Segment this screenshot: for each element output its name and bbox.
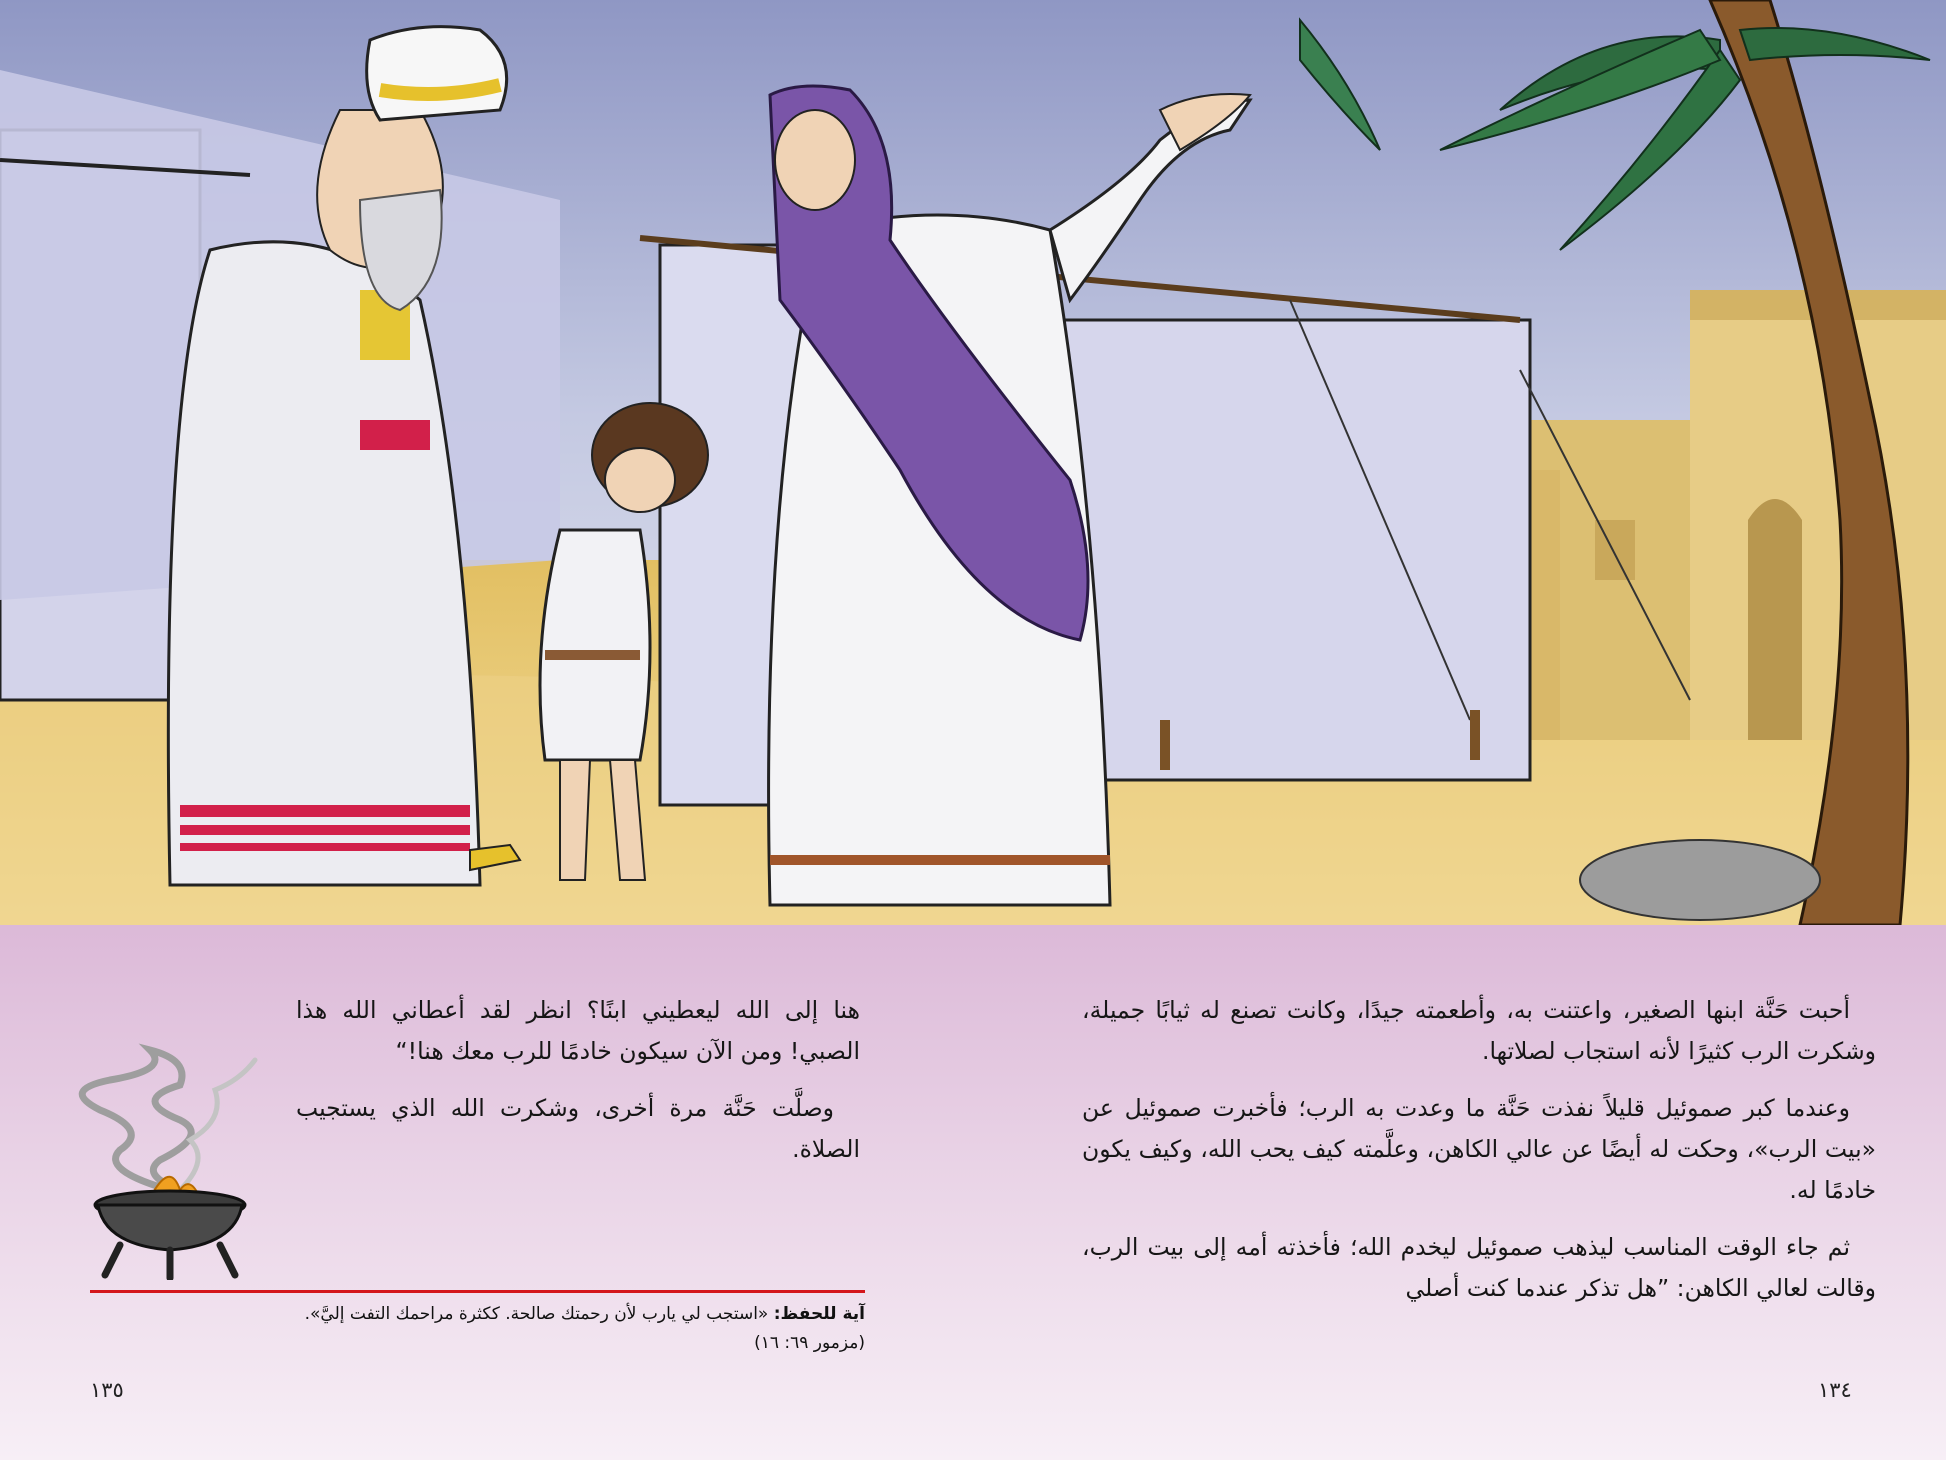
divider-rule [90, 1290, 865, 1293]
paragraph: هنا إلى الله ليعطيني ابنًا؟ انظر لقد أعطاني الله هذا الصبي! ومن الآن سيكون خادمًا للرب معك هنا!“ [296, 996, 860, 1065]
right-page-text [1082, 990, 1876, 1325]
paragraph: أحبت حَنَّة ابنها الصغير، واعتنت به، وأطعمته جيدًا، وكانت تصنع له ثيابًا جميلة، وشكرت الرب كثيرًا لأنه استجاب لصلاتها. [1082, 996, 1876, 1065]
paragraph: وعندما كبر صموئيل قليلاً نفذت حَنَّة ما وعدت به الرب؛ فأخبرت صموئيل عن «بيت الرب»، وحكت له أيضًا عن عالي الكاهن، وعلَّمته كيف يحب الله، وكيف يكون خادمًا له. [1082, 1094, 1876, 1204]
incense-censer-icon [40, 1040, 290, 1280]
left-page-text [296, 990, 860, 1186]
memory-verse-label: آية للحفظ: [773, 1304, 865, 1324]
paragraph: ثم جاء الوقت المناسب ليذهب صموئيل ليخدم الله؛ فأخذته أمه إلى بيت الرب، وقالت لعالي الكاهن: ”هل تذكر عندما كنت أصلي [1082, 1233, 1876, 1302]
paragraph: وصلَّت حَنَّة مرة أخرى، وشكرت الله الذي يستجيب الصلاة. [296, 1094, 860, 1163]
memory-verse [90, 1300, 865, 1358]
memory-verse-reference: (مزمور ٦٩: ١٦) [754, 1333, 865, 1353]
memory-verse-text: «استجب لي يارب لأن رحمتك صالحة. ككثرة مراحمك التفت إليَّ». [304, 1304, 769, 1324]
page-number-left: ١٣٥ [90, 1378, 124, 1402]
memory-verse-line [90, 1300, 865, 1329]
page-number-right: ١٣٤ [1818, 1378, 1852, 1402]
